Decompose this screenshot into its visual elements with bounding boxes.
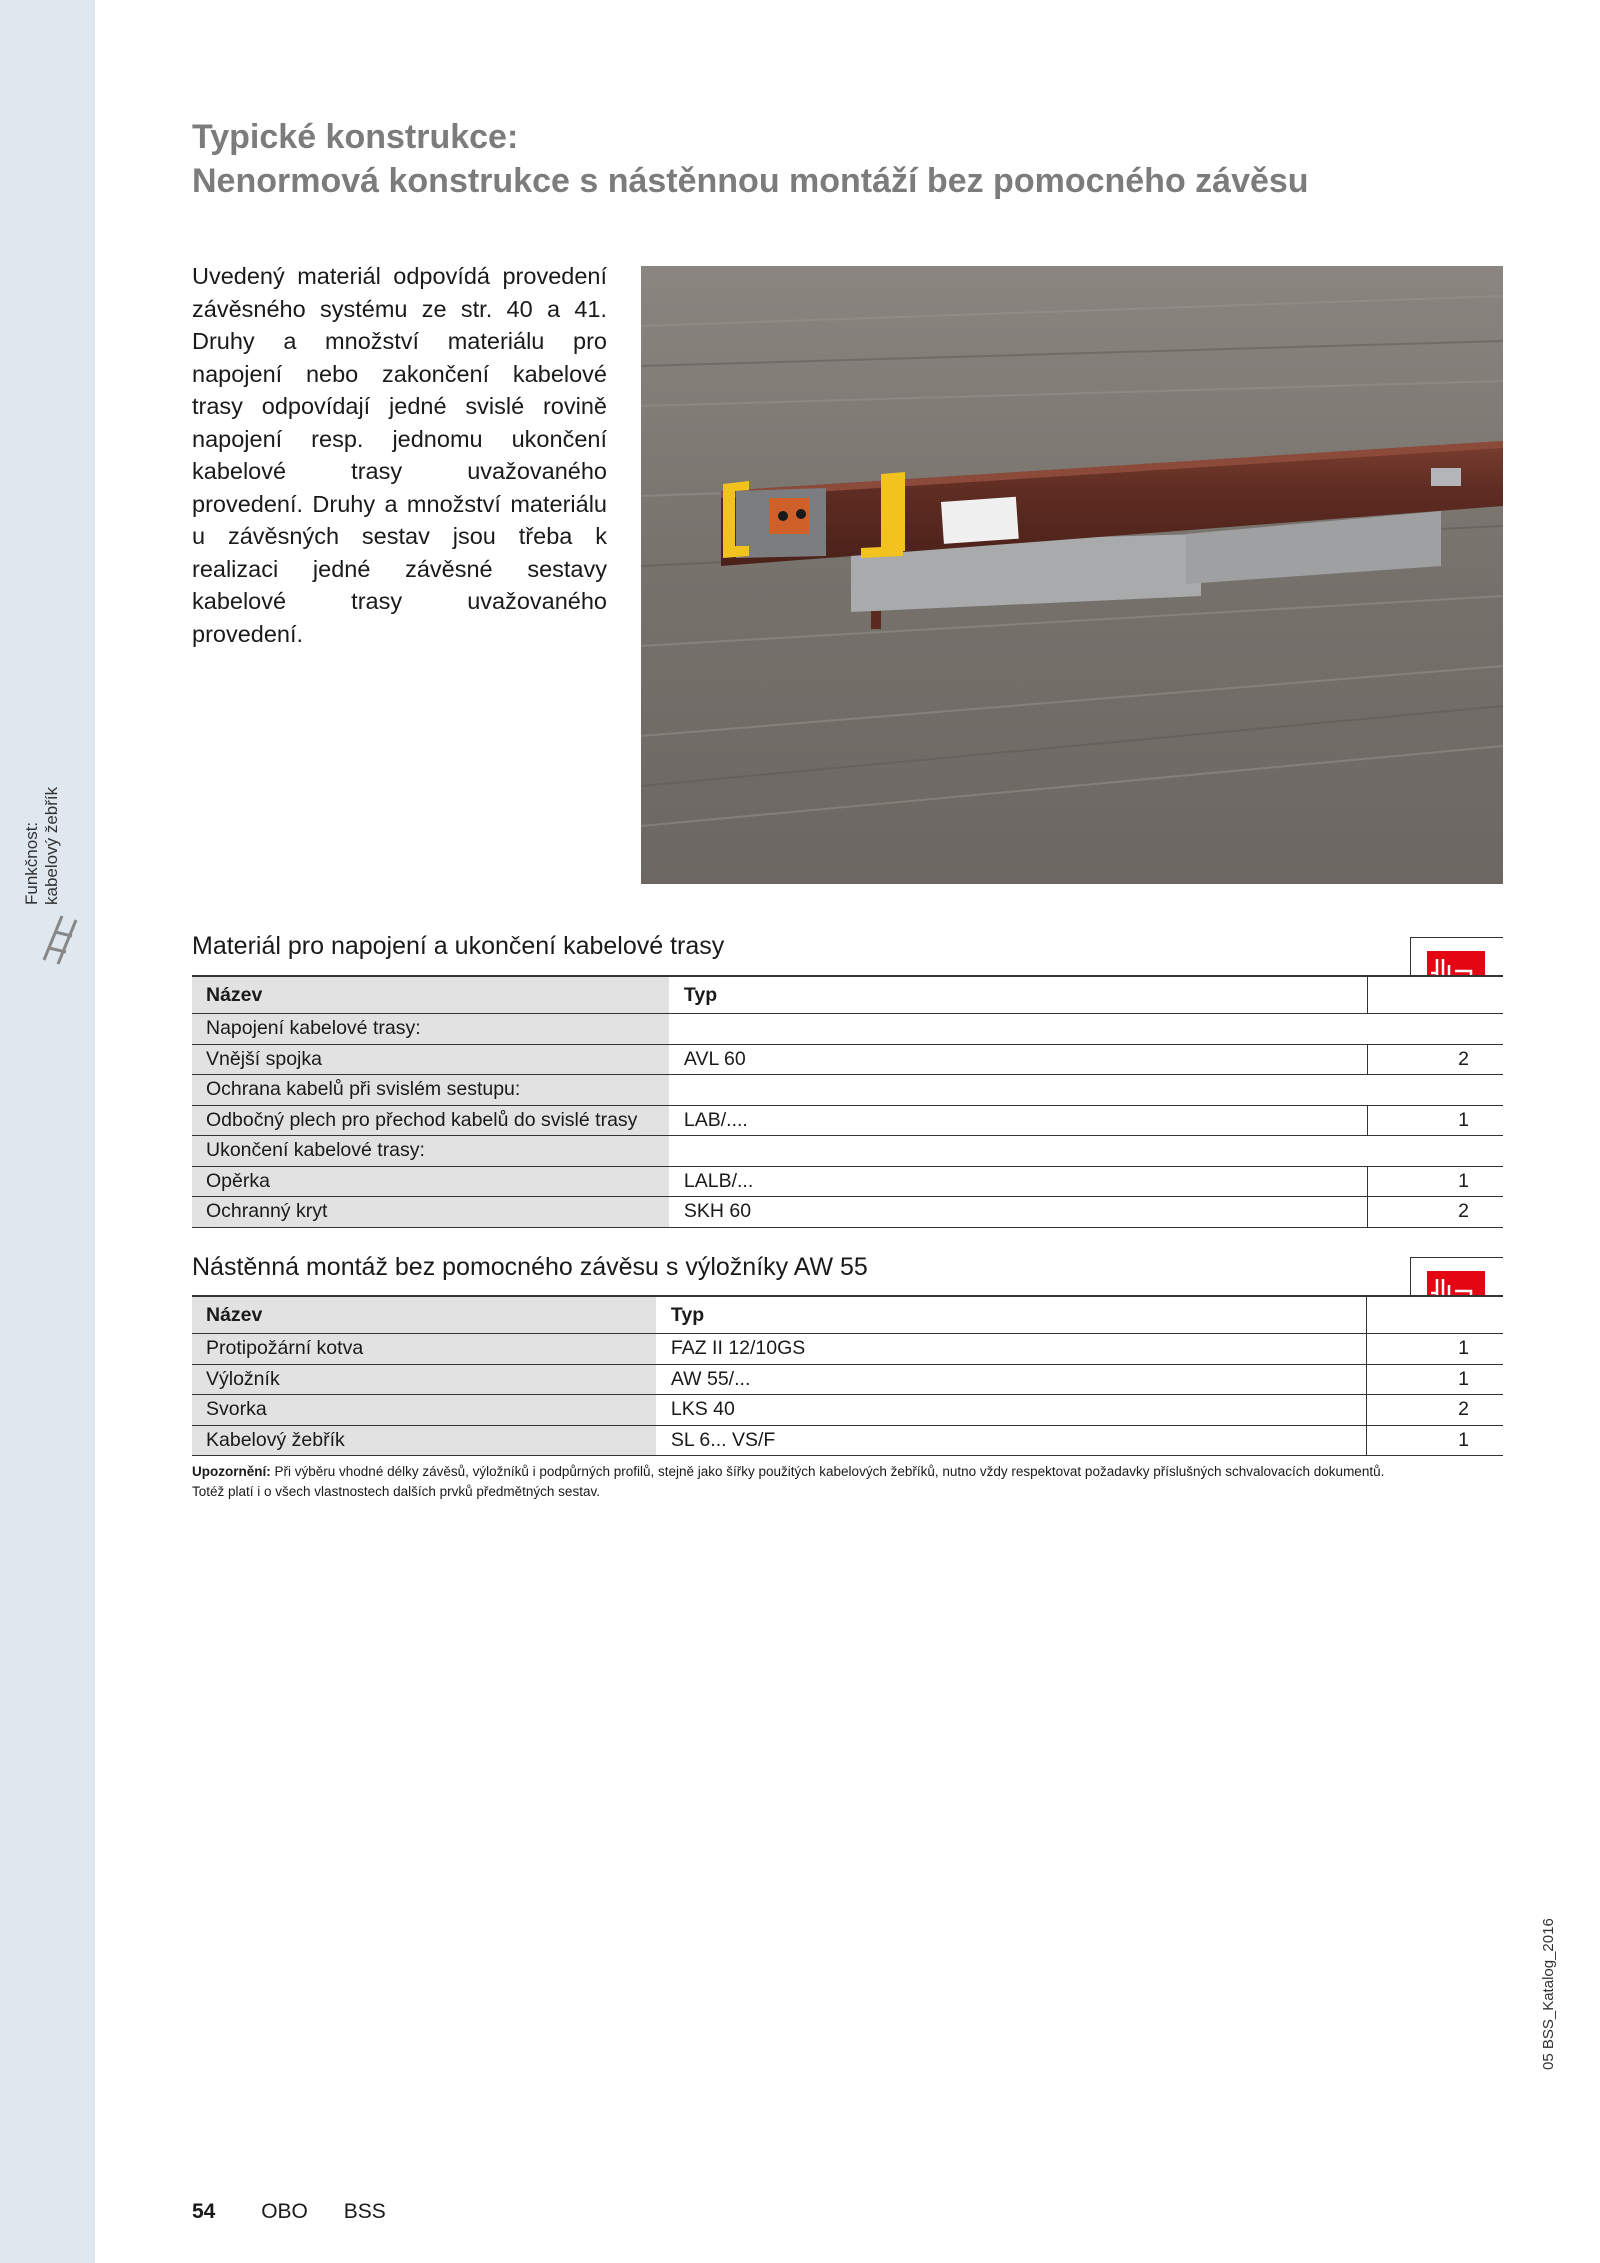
table-row bbox=[192, 1075, 1503, 1106]
row-qty: 1 bbox=[1366, 1334, 1503, 1365]
row-qty: 1 bbox=[1368, 1166, 1503, 1197]
row-qty: 1 bbox=[1366, 1364, 1503, 1395]
row-qty bbox=[1368, 1014, 1503, 1045]
row-type: LAB/.... bbox=[669, 1105, 1367, 1136]
note-text-2: Totéž platí i o všech vlastnostech dalších prvků předmětných sestav. bbox=[192, 1484, 600, 1499]
intro-paragraph: Uvedený materiál odpovídá provedení závěsného systému ze str. 40 a 41. Druhy a množství materiálu pro napojení nebo zakončení kabelové trasy odpovídají jedné svislé rovině napojení resp. jednomu ukončení kabelové trasy uvažovaného provedení. Druhy a množství materiálu u závěsných sestav jsou třeba k realizaci jedné závěsné sestavy kabelové trasy uvažovaného provedení. bbox=[192, 263, 607, 647]
page-number: 54 bbox=[192, 2200, 216, 2223]
row-name: Výložník bbox=[192, 1364, 656, 1395]
col-name-header: Název bbox=[192, 976, 669, 1014]
row-type bbox=[669, 1014, 1367, 1045]
row-qty: 1 bbox=[1366, 1425, 1503, 1456]
installation-photo bbox=[641, 266, 1503, 884]
material-table-2 bbox=[192, 1295, 1503, 1456]
page-footer bbox=[192, 2200, 386, 2224]
note-label: Upozornění: bbox=[192, 1464, 271, 1479]
table-header bbox=[192, 976, 1503, 1014]
row-type bbox=[669, 1075, 1367, 1106]
row-type: AW 55/... bbox=[656, 1364, 1366, 1395]
row-qty bbox=[1368, 1075, 1503, 1106]
table-row bbox=[192, 1395, 1503, 1426]
chapter-label-line1: Funkčnost: bbox=[22, 821, 41, 905]
title-line2: Nenormová konstrukce s nástěnnou montáží bez pomocného závěsu bbox=[192, 162, 1309, 200]
row-type: FAZ II 12/10GS bbox=[656, 1334, 1366, 1365]
row-name: Protipožární kotva bbox=[192, 1334, 656, 1365]
brand-name: OBO bbox=[261, 2200, 308, 2223]
table-row bbox=[192, 1014, 1503, 1045]
row-qty: 2 bbox=[1368, 1197, 1503, 1228]
cable-ladder-icon bbox=[40, 910, 80, 968]
row-name: Kabelový žebřík bbox=[192, 1425, 656, 1456]
page-title bbox=[192, 115, 1492, 203]
col-type-header: Typ bbox=[669, 976, 1367, 1014]
table-row bbox=[192, 1364, 1503, 1395]
table2-title: Nástěnná montáž bez pomocného závěsu s výložníky AW 55 bbox=[192, 1253, 868, 1281]
row-name: Vnější spojka bbox=[192, 1044, 669, 1075]
row-name: Opěrka bbox=[192, 1166, 669, 1197]
row-type: SKH 60 bbox=[669, 1197, 1367, 1228]
row-type: LKS 40 bbox=[656, 1395, 1366, 1426]
chapter-label-line2: kabelový žebřík bbox=[42, 786, 61, 905]
table1-title: Materiál pro napojení a ukončení kabelové trasy bbox=[192, 932, 725, 960]
col-name-header: Název bbox=[192, 1296, 656, 1334]
table-row bbox=[192, 1105, 1503, 1136]
note-text: Při výběru vhodné délky závěsů, výložníků i podpůrných profilů, stejně jako šířky použitých kabelových žebříků, nutno vždy respektovat požadavky příslušných schvalovacích dokumentů. bbox=[274, 1464, 1385, 1479]
row-name: Svorka bbox=[192, 1395, 656, 1426]
note-paragraph bbox=[192, 1462, 1512, 1502]
table-row bbox=[192, 1136, 1503, 1167]
table-header bbox=[192, 1296, 1503, 1334]
row-qty bbox=[1368, 1136, 1503, 1167]
table-row bbox=[192, 1166, 1503, 1197]
row-name: Napojení kabelové trasy: bbox=[192, 1014, 669, 1045]
table-row bbox=[192, 1197, 1503, 1228]
catalog-id: 05 BSS_Katalog_2016 bbox=[1540, 1918, 1557, 2070]
material-table-1 bbox=[192, 975, 1503, 1228]
row-type: AVL 60 bbox=[669, 1044, 1367, 1075]
row-name: Ochrana kabelů při svislém sestupu: bbox=[192, 1075, 669, 1106]
row-name: Ukončení kabelové trasy: bbox=[192, 1136, 669, 1167]
col-type-header: Typ bbox=[656, 1296, 1366, 1334]
row-type: LALB/... bbox=[669, 1166, 1367, 1197]
section-name: BSS bbox=[343, 2200, 386, 2223]
row-name: Ochranný kryt bbox=[192, 1197, 669, 1228]
row-type bbox=[669, 1136, 1367, 1167]
row-qty: 2 bbox=[1366, 1395, 1503, 1426]
table-row bbox=[192, 1425, 1503, 1456]
row-type: SL 6... VS/F bbox=[656, 1425, 1366, 1456]
title-line1: Typické konstrukce: bbox=[192, 118, 519, 156]
row-qty: 1 bbox=[1368, 1105, 1503, 1136]
row-name: Odbočný plech pro přechod kabelů do svislé trasy bbox=[192, 1105, 669, 1136]
side-band bbox=[0, 0, 95, 2263]
row-qty: 2 bbox=[1368, 1044, 1503, 1075]
col-qty-header bbox=[1366, 1296, 1503, 1334]
table-row bbox=[192, 1334, 1503, 1365]
col-qty-header bbox=[1368, 976, 1503, 1014]
chapter-label bbox=[22, 745, 82, 905]
table-row bbox=[192, 1044, 1503, 1075]
